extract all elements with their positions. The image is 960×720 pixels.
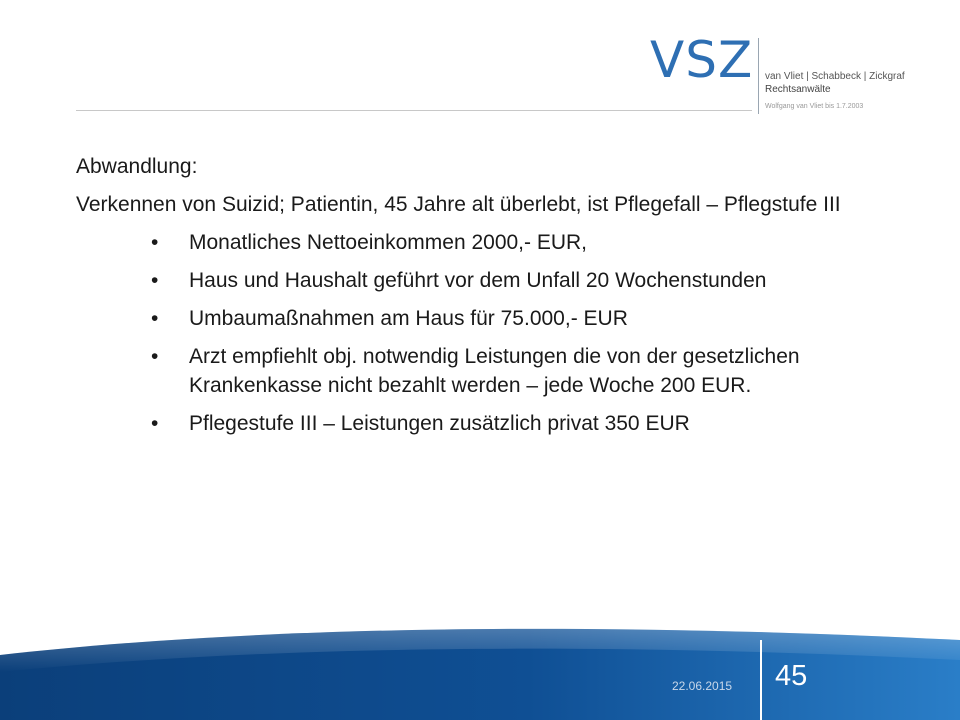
logo-subtitle: Rechtsanwälte	[765, 84, 831, 95]
bullet-dot: •	[151, 231, 159, 254]
bullet-text: Pflegestufe III – Leistungen zusätzlich privat 350 EUR	[189, 412, 690, 435]
footer-separator	[760, 640, 762, 720]
bullet-dot: •	[151, 345, 159, 368]
footer-band	[0, 600, 960, 720]
slide-heading: Abwandlung:	[76, 155, 198, 178]
bullet-item	[76, 266, 876, 295]
bullet-dot: •	[151, 412, 159, 435]
page-number: 45	[775, 660, 808, 692]
logo-firm-name: van Vliet | Schabbeck | Zickgraf	[765, 71, 905, 82]
slide-lead-text: Verkennen von Suizid; Patientin, 45 Jahre alt überlebt, ist Pflegefall – Pflegstufe III	[76, 193, 841, 216]
bullet-item	[76, 409, 876, 438]
footer-wave	[0, 600, 960, 720]
slide-content	[76, 152, 876, 447]
logo-mark: VSZ	[650, 31, 754, 89]
bullet-dot: •	[151, 269, 159, 292]
footer-date: 22.06.2015	[672, 679, 733, 693]
bullet-dot: •	[151, 307, 159, 330]
logo-divider	[758, 38, 759, 114]
bullet-list	[76, 228, 876, 438]
logo-note: Wolfgang van Vliet bis 1.7.2003	[765, 103, 864, 110]
bullet-text: Monatliches Nettoeinkommen 2000,- EUR,	[189, 231, 588, 254]
logo-text	[765, 70, 905, 114]
header-rule	[76, 110, 752, 111]
bullet-item	[76, 304, 876, 333]
bullet-text: Haus und Haushalt geführt vor dem Unfall 20 Wochenstunden	[189, 269, 767, 292]
bullet-text: Umbaumaßnahmen am Haus für 75.000,- EUR	[189, 307, 628, 330]
bullet-item	[76, 228, 876, 257]
bullet-item	[76, 342, 876, 400]
bullet-text: Arzt empfiehlt obj. notwendig Leistungen die von der gesetzlichen Krankenkasse nicht bezahlt werden – jede Woche 200 EUR.	[189, 345, 800, 397]
